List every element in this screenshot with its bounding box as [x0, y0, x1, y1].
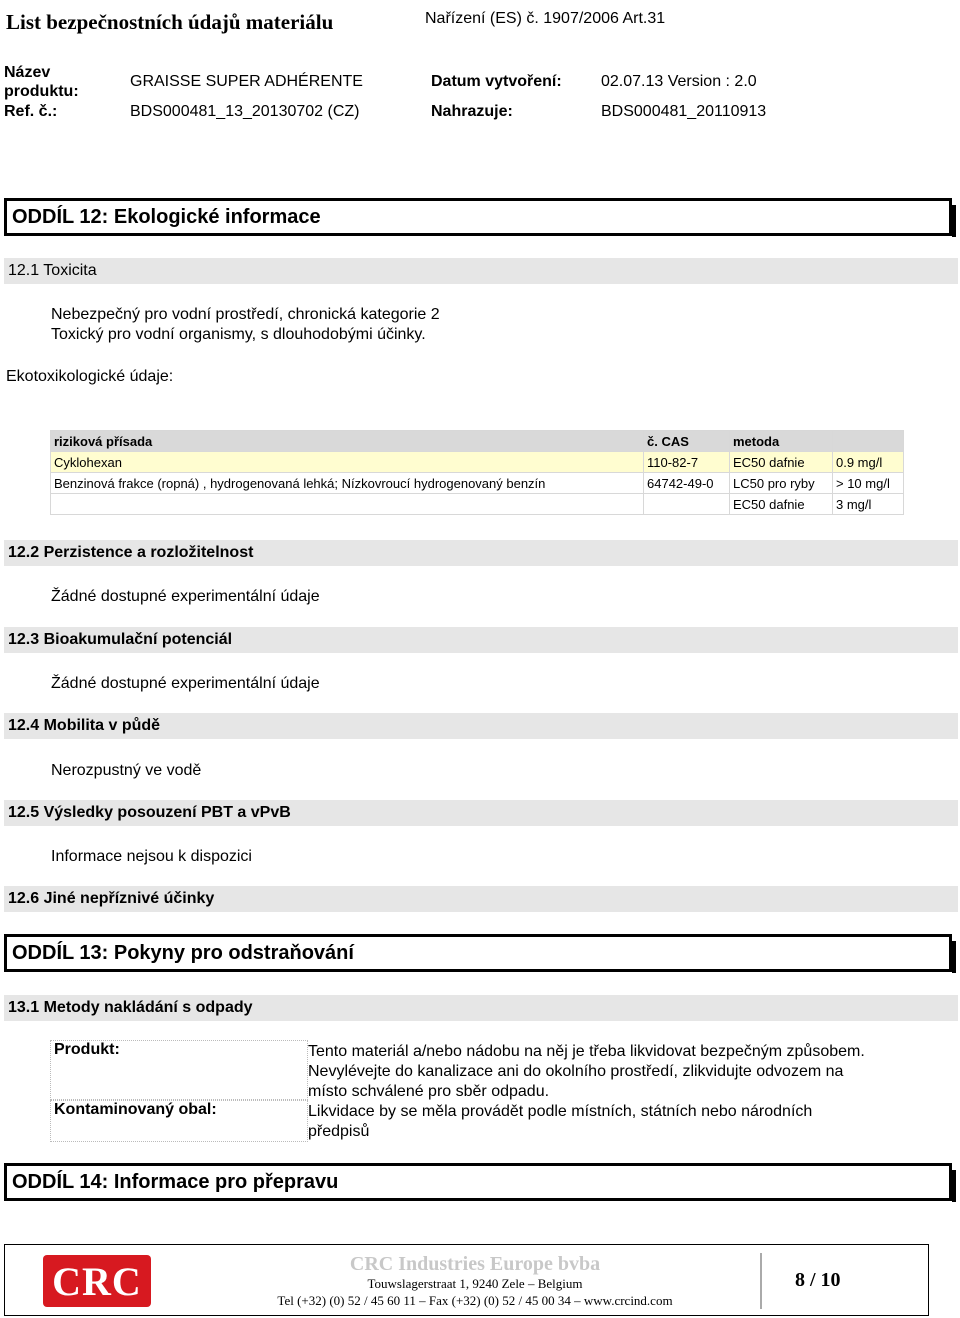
ref-value: BDS000481_13_20130702 (CZ)	[130, 103, 360, 120]
subsection-12-3-title: 12.3 Bioakumulační potenciál	[4, 627, 958, 653]
page-number: 8 / 10	[795, 1269, 841, 1291]
product-name-label-1: Název	[4, 64, 51, 81]
table-cell: > 10 mg/l	[833, 473, 904, 494]
logo-text: CRC	[52, 1258, 142, 1304]
pbt-text: Informace nejsou k dispozici	[51, 848, 252, 865]
replaces-value: BDS000481_20110913	[601, 103, 767, 120]
document-title: List bezpečnostních údajů materiálu	[6, 10, 334, 34]
ref-label: Ref. č.:	[4, 103, 58, 120]
company-name: CRC Industries Europe bvba	[349, 1253, 601, 1275]
header-cell-cas: č. CAS	[644, 431, 730, 452]
subsection-12-2-title: 12.2 Perzistence a rozložitelnost	[4, 540, 958, 566]
product-name-label-2: produktu:	[4, 83, 79, 100]
subsection-13-1-title: 13.1 Metody nakládání s odpady	[4, 995, 958, 1021]
date-label: Datum vytvoření:	[431, 73, 562, 90]
crc-logo	[43, 1255, 151, 1307]
date-value: 02.07.13 Version : 2.0	[601, 73, 757, 90]
header-cell-ingredient: riziková přísada	[51, 431, 644, 452]
toxicity-line-2: Toxický pro vodní organismy, s dlouhodobými účinky.	[51, 326, 426, 343]
table-cell: 64742-49-0	[644, 473, 730, 494]
ecotox-table	[50, 430, 904, 515]
waste-product-label: Produkt:	[50, 1040, 308, 1100]
table-cell	[51, 494, 644, 515]
waste-product-line-2: Nevylévejte do kanalizace ani do okolního prostředí, zlikvidujte odvozem na	[308, 1063, 844, 1080]
persistence-text: Žádné dostupné experimentální údaje	[51, 588, 320, 605]
section-12-title: ODDÍL 12: Ekologické informace	[4, 198, 952, 236]
table-cell: 3 mg/l	[833, 494, 904, 515]
subsection-12-1-title: 12.1 Toxicita	[4, 258, 958, 284]
waste-packaging-label: Kontaminovaný obal:	[50, 1100, 308, 1142]
table-row	[51, 452, 904, 473]
section-13-title: ODDÍL 13: Pokyny pro odstraňování	[4, 934, 952, 972]
ecotox-label: Ekotoxikologické údaje:	[6, 368, 174, 385]
mobility-text: Nerozpustný ve vodě	[51, 762, 202, 779]
waste-product-line-3: místo schválené pro sběr odpadu.	[308, 1083, 550, 1100]
section-14-title: ODDÍL 14: Informace pro přepravu	[4, 1163, 952, 1201]
bioaccumulation-text: Žádné dostupné experimentální údaje	[51, 675, 320, 692]
product-name-value: GRAISSE SUPER ADHÉRENTE	[130, 73, 363, 90]
header-cell-value	[833, 431, 904, 452]
waste-packaging-line-1: Likvidace by se měla provádět podle místních, státních nebo národních	[308, 1103, 813, 1120]
company-address: Touwslagerstraat 1, 9240 Zele – Belgium	[367, 1276, 583, 1291]
table-cell: 0.9 mg/l	[833, 452, 904, 473]
waste-product-line-1: Tento materiál a/nebo nádobu na něj je třeba likvidovat bezpečným způsobem.	[308, 1043, 865, 1060]
subsection-12-4-title: 12.4 Mobilita v půdě	[4, 713, 958, 739]
footer-divider	[760, 1253, 762, 1309]
company-contact: Tel (+32) (0) 52 / 45 60 11 – Fax (+32) (0) 52 / 45 00 34 – www.crcind.com	[277, 1293, 673, 1308]
table-header-row	[51, 431, 904, 452]
page-footer	[4, 1244, 929, 1316]
regulation-reference: Nařízení (ES) č. 1907/2006 Art.31	[425, 10, 666, 27]
table-row	[51, 473, 904, 494]
table-cell: Benzinová frakce (ropná) , hydrogenovaná lehká; Nízkovroucí hydrogenovaný benzín	[51, 473, 644, 494]
waste-packaging-line-2: předpisů	[308, 1123, 370, 1140]
table-cell: EC50 dafnie	[730, 452, 833, 473]
table-cell: 110-82-7	[644, 452, 730, 473]
header-cell-method: metoda	[730, 431, 833, 452]
toxicity-line-1: Nebezpečný pro vodní prostředí, chronická kategorie 2	[51, 306, 440, 323]
table-cell: LC50 pro ryby	[730, 473, 833, 494]
table-row	[51, 494, 904, 515]
table-cell	[644, 494, 730, 515]
subsection-12-6-title: 12.6 Jiné nepříznivé účinky	[4, 886, 958, 912]
table-cell: Cyklohexan	[51, 452, 644, 473]
replaces-label: Nahrazuje:	[431, 103, 513, 120]
subsection-12-5-title: 12.5 Výsledky posouzení PBT a vPvB	[4, 800, 958, 826]
table-cell: EC50 dafnie	[730, 494, 833, 515]
